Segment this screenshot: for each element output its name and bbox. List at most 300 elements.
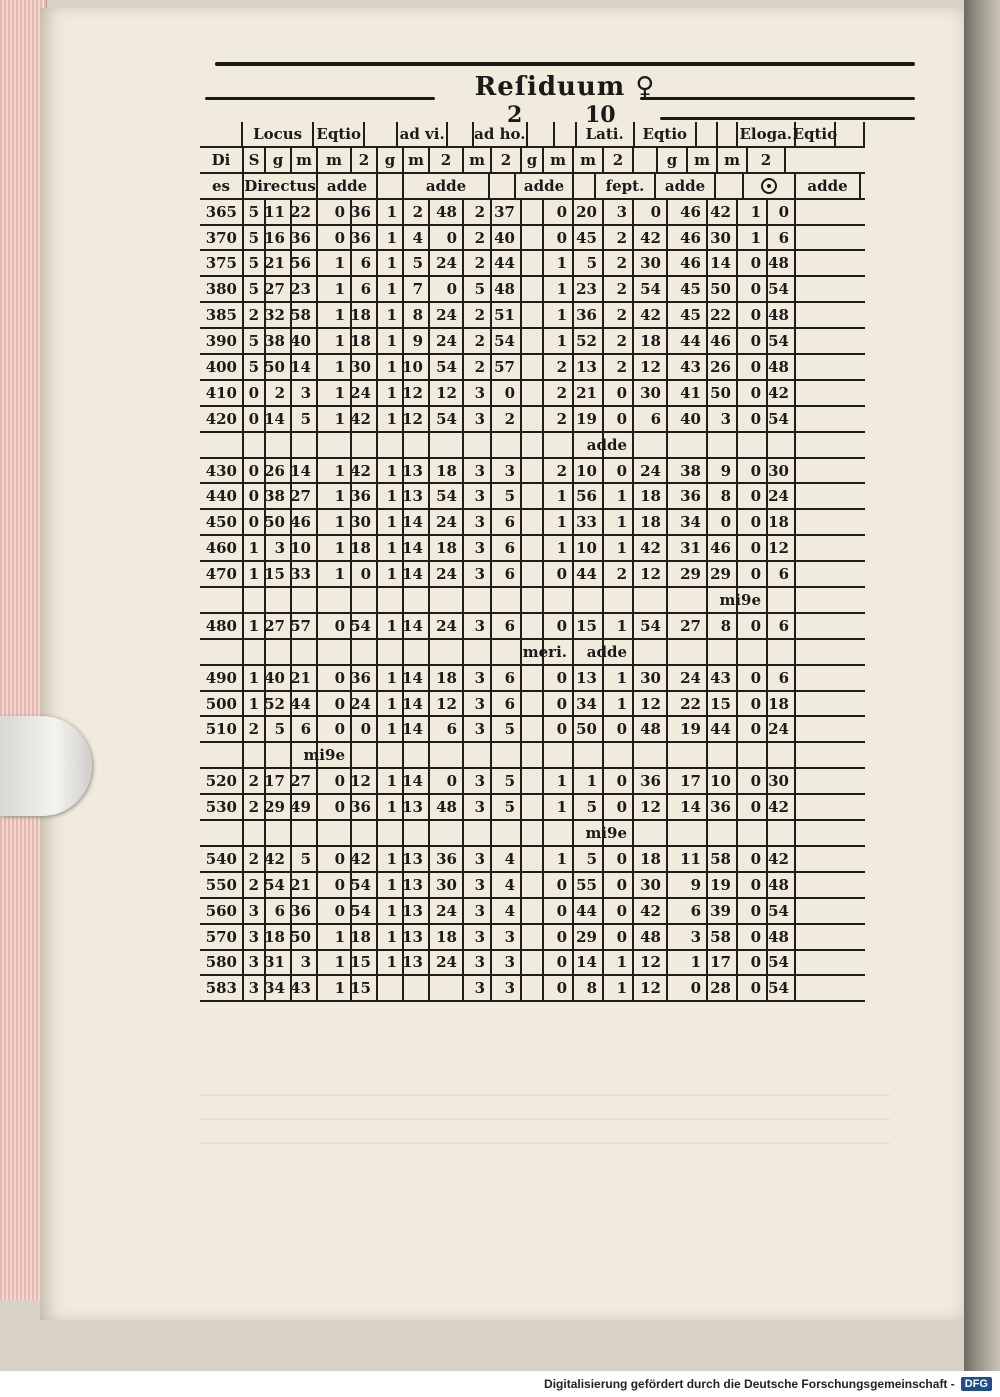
value-cell: 58 bbox=[708, 925, 738, 949]
value-cell: 5 bbox=[574, 251, 604, 275]
value-cell: 29 bbox=[668, 562, 708, 586]
value-cell: 18 bbox=[768, 692, 796, 716]
value-cell bbox=[492, 640, 522, 664]
value-cell: 14 bbox=[404, 769, 430, 793]
value-cell: 36 bbox=[668, 484, 708, 508]
value-cell: 1 bbox=[378, 536, 404, 560]
value-cell: 9 bbox=[404, 329, 430, 353]
value-cell: 29 bbox=[574, 925, 604, 949]
value-cell: 40 bbox=[292, 329, 318, 353]
value-cell: 0 bbox=[738, 329, 768, 353]
value-cell: 18 bbox=[430, 459, 464, 483]
value-cell: 43 bbox=[668, 355, 708, 379]
value-cell: 0 bbox=[318, 226, 352, 250]
value-cell bbox=[544, 433, 574, 457]
header-cell: m bbox=[688, 148, 718, 172]
table-row bbox=[200, 562, 865, 588]
day-cell: 550 bbox=[200, 873, 244, 897]
digitization-footer bbox=[0, 1371, 1000, 1397]
value-cell: 1 bbox=[574, 769, 604, 793]
value-cell: mi9e bbox=[604, 821, 634, 845]
day-cell: 560 bbox=[200, 899, 244, 923]
value-cell: 0 bbox=[738, 769, 768, 793]
value-cell: 0 bbox=[544, 717, 574, 741]
value-cell bbox=[430, 588, 464, 612]
value-cell: 1 bbox=[604, 484, 634, 508]
value-cell: 1 bbox=[378, 459, 404, 483]
header-cell: fept. bbox=[596, 174, 656, 198]
value-cell: 50 bbox=[574, 717, 604, 741]
value-cell: 2 bbox=[464, 251, 492, 275]
value-cell: 9 bbox=[668, 873, 708, 897]
value-cell: 1 bbox=[544, 795, 574, 819]
value-cell: 1 bbox=[378, 510, 404, 534]
value-cell bbox=[352, 743, 378, 767]
value-cell: 13 bbox=[404, 459, 430, 483]
value-cell: 48 bbox=[768, 873, 796, 897]
value-cell bbox=[266, 640, 292, 664]
value-cell bbox=[378, 743, 404, 767]
value-cell bbox=[464, 743, 492, 767]
value-cell: 2 bbox=[464, 329, 492, 353]
value-cell bbox=[634, 821, 668, 845]
value-cell: 0 bbox=[604, 717, 634, 741]
value-cell: 14 bbox=[574, 951, 604, 975]
header-cell: adde bbox=[404, 174, 490, 198]
value-cell: 1 bbox=[318, 536, 352, 560]
value-cell: 0 bbox=[244, 407, 266, 431]
value-cell bbox=[292, 640, 318, 664]
value-cell: 10 bbox=[574, 536, 604, 560]
value-cell: 3 bbox=[464, 407, 492, 431]
header-cell: m bbox=[318, 148, 352, 172]
value-cell: 0 bbox=[318, 666, 352, 690]
value-cell: 5 bbox=[244, 200, 266, 224]
value-cell: 18 bbox=[430, 666, 464, 690]
table-row bbox=[200, 692, 865, 718]
value-cell bbox=[668, 588, 708, 612]
value-cell: 14 bbox=[404, 692, 430, 716]
value-cell: 1 bbox=[378, 847, 404, 871]
value-cell: 1 bbox=[244, 692, 266, 716]
value-cell: 0 bbox=[544, 562, 574, 586]
value-cell: 32 bbox=[266, 303, 292, 327]
value-cell bbox=[522, 925, 544, 949]
value-cell: 30 bbox=[430, 873, 464, 897]
value-cell bbox=[404, 433, 430, 457]
header-cell: g bbox=[658, 148, 688, 172]
value-cell: 52 bbox=[266, 692, 292, 716]
value-cell: 1 bbox=[318, 381, 352, 405]
value-cell bbox=[522, 484, 544, 508]
value-cell: 27 bbox=[266, 277, 292, 301]
value-cell: 0 bbox=[544, 925, 574, 949]
value-cell: 2 bbox=[464, 303, 492, 327]
value-cell: 1 bbox=[378, 925, 404, 949]
value-cell bbox=[404, 640, 430, 664]
value-cell: 21 bbox=[292, 873, 318, 897]
value-cell: 1 bbox=[318, 459, 352, 483]
value-cell: 46 bbox=[668, 200, 708, 224]
value-cell: 3 bbox=[244, 925, 266, 949]
value-cell bbox=[708, 743, 738, 767]
value-cell: 24 bbox=[352, 692, 378, 716]
value-cell: 50 bbox=[292, 925, 318, 949]
value-cell: 13 bbox=[574, 355, 604, 379]
value-cell bbox=[522, 303, 544, 327]
value-cell bbox=[522, 355, 544, 379]
value-cell: 19 bbox=[668, 717, 708, 741]
value-cell: 15 bbox=[352, 976, 378, 1000]
header-cell: m bbox=[464, 148, 492, 172]
value-cell: 1 bbox=[604, 614, 634, 638]
value-cell bbox=[404, 821, 430, 845]
value-cell: 0 bbox=[318, 769, 352, 793]
table-row bbox=[200, 407, 865, 433]
header-cell: adde bbox=[516, 174, 574, 198]
value-cell: 17 bbox=[668, 769, 708, 793]
value-cell: 8 bbox=[404, 303, 430, 327]
value-cell: 19 bbox=[574, 407, 604, 431]
header-cell: adde bbox=[796, 174, 861, 198]
value-cell: 0 bbox=[544, 200, 574, 224]
value-cell: 5 bbox=[492, 769, 522, 793]
value-cell: 1 bbox=[604, 692, 634, 716]
book-page-edge-right bbox=[964, 0, 1000, 1397]
value-cell: 0 bbox=[604, 873, 634, 897]
value-cell: 2 bbox=[266, 381, 292, 405]
page-title: Reſiduum ♀ bbox=[474, 72, 656, 102]
value-cell: 2 bbox=[604, 251, 634, 275]
value-cell: 3 bbox=[464, 381, 492, 405]
value-cell bbox=[522, 251, 544, 275]
value-cell: 23 bbox=[574, 277, 604, 301]
day-cell: 583 bbox=[200, 976, 244, 1000]
value-cell: 55 bbox=[574, 873, 604, 897]
value-cell: 15 bbox=[708, 692, 738, 716]
value-cell: 1 bbox=[378, 692, 404, 716]
value-cell: 14 bbox=[292, 459, 318, 483]
value-cell: 1 bbox=[378, 200, 404, 224]
day-cell: 490 bbox=[200, 666, 244, 690]
value-cell bbox=[292, 821, 318, 845]
value-cell: 1 bbox=[544, 329, 574, 353]
day-cell: 380 bbox=[200, 277, 244, 301]
header-cell: Di bbox=[200, 148, 244, 172]
value-cell: 51 bbox=[492, 303, 522, 327]
value-cell bbox=[464, 433, 492, 457]
value-cell: 8 bbox=[708, 484, 738, 508]
value-cell bbox=[668, 433, 708, 457]
value-cell: 42 bbox=[634, 226, 668, 250]
value-cell: 0 bbox=[492, 381, 522, 405]
value-cell: 20 bbox=[574, 200, 604, 224]
value-cell bbox=[404, 588, 430, 612]
value-cell: 13 bbox=[404, 873, 430, 897]
value-cell bbox=[266, 433, 292, 457]
value-cell bbox=[522, 873, 544, 897]
header-cell: 2 bbox=[492, 148, 522, 172]
day-cell: 440 bbox=[200, 484, 244, 508]
value-cell: 1 bbox=[318, 277, 352, 301]
value-cell: 0 bbox=[708, 510, 738, 534]
value-cell: 1 bbox=[544, 251, 574, 275]
value-cell: 52 bbox=[574, 329, 604, 353]
value-cell: 6 bbox=[492, 536, 522, 560]
value-cell: 54 bbox=[634, 614, 668, 638]
value-cell: 12 bbox=[430, 381, 464, 405]
table-row bbox=[200, 899, 865, 925]
value-cell bbox=[522, 329, 544, 353]
table-row bbox=[200, 873, 865, 899]
value-cell: 6 bbox=[768, 562, 796, 586]
value-cell: 5 bbox=[266, 717, 292, 741]
value-cell: 58 bbox=[708, 847, 738, 871]
value-cell: 27 bbox=[266, 614, 292, 638]
value-cell: 45 bbox=[574, 226, 604, 250]
day-cell bbox=[200, 433, 244, 457]
day-cell: 530 bbox=[200, 795, 244, 819]
value-cell bbox=[634, 743, 668, 767]
value-cell bbox=[768, 640, 796, 664]
table-row bbox=[200, 355, 865, 381]
value-cell: 30 bbox=[352, 355, 378, 379]
value-cell: 5 bbox=[244, 226, 266, 250]
value-cell: 1 bbox=[244, 536, 266, 560]
header-cell bbox=[574, 174, 596, 198]
value-cell: 13 bbox=[404, 925, 430, 949]
value-cell: 50 bbox=[266, 510, 292, 534]
bleed-line bbox=[200, 1072, 890, 1096]
value-cell: 10 bbox=[708, 769, 738, 793]
value-cell: 0 bbox=[738, 795, 768, 819]
value-cell bbox=[522, 743, 544, 767]
value-cell: 42 bbox=[768, 381, 796, 405]
value-cell: 0 bbox=[738, 899, 768, 923]
value-cell: 0 bbox=[430, 769, 464, 793]
value-cell: 0 bbox=[604, 459, 634, 483]
value-cell: 3 bbox=[292, 381, 318, 405]
value-cell: mi9e bbox=[318, 743, 352, 767]
value-cell bbox=[464, 640, 492, 664]
value-cell: 22 bbox=[668, 692, 708, 716]
value-cell bbox=[430, 743, 464, 767]
value-cell: 0 bbox=[604, 795, 634, 819]
value-cell: 6 bbox=[492, 510, 522, 534]
value-cell bbox=[522, 226, 544, 250]
value-cell: 44 bbox=[492, 251, 522, 275]
value-cell: 14 bbox=[292, 355, 318, 379]
value-cell: 42 bbox=[768, 847, 796, 871]
value-cell: 0 bbox=[244, 484, 266, 508]
value-cell bbox=[244, 433, 266, 457]
value-cell: 24 bbox=[430, 951, 464, 975]
value-cell: 0 bbox=[318, 873, 352, 897]
value-cell bbox=[492, 588, 522, 612]
value-cell: 3 bbox=[492, 951, 522, 975]
header-cell: Eqtio bbox=[796, 122, 836, 146]
value-cell: 0 bbox=[738, 847, 768, 871]
value-cell bbox=[522, 847, 544, 871]
value-cell: 1 bbox=[378, 303, 404, 327]
value-cell: 4 bbox=[492, 899, 522, 923]
header-cell bbox=[378, 174, 404, 198]
value-cell: 45 bbox=[668, 277, 708, 301]
value-cell: 1 bbox=[378, 873, 404, 897]
value-cell: 15 bbox=[574, 614, 604, 638]
value-cell: 28 bbox=[708, 976, 738, 1000]
value-cell: 1 bbox=[318, 484, 352, 508]
value-cell: 12 bbox=[352, 769, 378, 793]
value-cell: 0 bbox=[544, 692, 574, 716]
value-cell: 22 bbox=[708, 303, 738, 327]
day-cell: 370 bbox=[200, 226, 244, 250]
value-cell: 42 bbox=[352, 847, 378, 871]
value-cell bbox=[318, 433, 352, 457]
value-cell: 46 bbox=[708, 536, 738, 560]
value-cell: 36 bbox=[634, 769, 668, 793]
value-cell bbox=[768, 433, 796, 457]
value-cell bbox=[522, 459, 544, 483]
header-cell: Locus bbox=[243, 122, 315, 146]
value-cell bbox=[522, 692, 544, 716]
value-cell: 34 bbox=[668, 510, 708, 534]
value-cell: 30 bbox=[634, 666, 668, 690]
value-cell: 0 bbox=[738, 484, 768, 508]
value-cell: 3 bbox=[464, 795, 492, 819]
value-cell: 2 bbox=[464, 226, 492, 250]
value-cell: 57 bbox=[492, 355, 522, 379]
value-cell bbox=[378, 821, 404, 845]
value-cell bbox=[522, 277, 544, 301]
value-cell: 1 bbox=[544, 536, 574, 560]
value-cell: 1 bbox=[318, 329, 352, 353]
value-cell: 0 bbox=[668, 976, 708, 1000]
value-cell: 1 bbox=[378, 614, 404, 638]
value-cell: 3 bbox=[708, 407, 738, 431]
value-cell bbox=[404, 743, 430, 767]
value-cell: 18 bbox=[634, 329, 668, 353]
table-header-row bbox=[200, 122, 865, 148]
value-cell: 21 bbox=[292, 666, 318, 690]
header-cell: g bbox=[266, 148, 292, 172]
header-cell: m bbox=[574, 148, 604, 172]
value-cell: 12 bbox=[634, 976, 668, 1000]
value-cell: 54 bbox=[768, 899, 796, 923]
table-row bbox=[200, 251, 865, 277]
value-cell: 0 bbox=[738, 951, 768, 975]
value-cell: 43 bbox=[292, 976, 318, 1000]
value-cell: 0 bbox=[318, 717, 352, 741]
value-cell: 14 bbox=[404, 717, 430, 741]
value-cell: 4 bbox=[492, 873, 522, 897]
table-row bbox=[200, 536, 865, 562]
value-cell bbox=[464, 821, 492, 845]
value-cell: 2 bbox=[404, 200, 430, 224]
value-cell: 3 bbox=[464, 951, 492, 975]
value-cell: 48 bbox=[492, 277, 522, 301]
value-cell: 1 bbox=[244, 562, 266, 586]
value-cell bbox=[266, 743, 292, 767]
value-cell: 31 bbox=[266, 951, 292, 975]
table-row bbox=[200, 433, 865, 459]
value-cell: 0 bbox=[244, 459, 266, 483]
header-cell bbox=[365, 122, 398, 146]
value-cell: 1 bbox=[378, 769, 404, 793]
value-cell bbox=[378, 976, 404, 1000]
value-cell: 39 bbox=[708, 899, 738, 923]
value-cell: 1 bbox=[604, 976, 634, 1000]
value-cell: 46 bbox=[668, 251, 708, 275]
value-cell: 58 bbox=[292, 303, 318, 327]
value-cell: 0 bbox=[604, 381, 634, 405]
value-cell: 15 bbox=[352, 951, 378, 975]
value-cell: 42 bbox=[634, 536, 668, 560]
value-cell: 57 bbox=[292, 614, 318, 638]
value-cell: 44 bbox=[574, 562, 604, 586]
value-cell bbox=[522, 562, 544, 586]
subheading-rule bbox=[660, 117, 915, 120]
value-cell bbox=[522, 588, 544, 612]
value-cell: 48 bbox=[768, 925, 796, 949]
value-cell bbox=[768, 588, 796, 612]
value-cell: 0 bbox=[738, 925, 768, 949]
bleed-line bbox=[200, 1096, 890, 1120]
value-cell: 0 bbox=[738, 459, 768, 483]
value-cell: 1 bbox=[318, 355, 352, 379]
value-cell: 6 bbox=[492, 666, 522, 690]
value-cell bbox=[430, 976, 464, 1000]
value-cell: 0 bbox=[738, 976, 768, 1000]
value-cell: 1 bbox=[544, 484, 574, 508]
value-cell: 24 bbox=[430, 251, 464, 275]
value-cell: 6 bbox=[768, 666, 796, 690]
value-cell: 0 bbox=[352, 562, 378, 586]
value-cell: 0 bbox=[634, 200, 668, 224]
value-cell: mi9e bbox=[738, 588, 768, 612]
value-cell: adde bbox=[604, 433, 634, 457]
value-cell: 0 bbox=[244, 510, 266, 534]
day-cell: 460 bbox=[200, 536, 244, 560]
value-cell bbox=[430, 433, 464, 457]
day-cell: 400 bbox=[200, 355, 244, 379]
value-cell: 56 bbox=[292, 251, 318, 275]
table-header-row bbox=[200, 148, 865, 174]
value-cell: 5 bbox=[574, 795, 604, 819]
value-cell: 54 bbox=[266, 873, 292, 897]
value-cell: 24 bbox=[430, 303, 464, 327]
value-cell: 12 bbox=[404, 381, 430, 405]
value-cell: 0 bbox=[738, 381, 768, 405]
value-cell: 1 bbox=[244, 614, 266, 638]
value-cell: 36 bbox=[574, 303, 604, 327]
value-cell: 14 bbox=[404, 562, 430, 586]
value-cell bbox=[768, 743, 796, 767]
value-cell: 0 bbox=[544, 666, 574, 690]
value-cell: 30 bbox=[708, 226, 738, 250]
value-cell bbox=[522, 433, 544, 457]
value-cell: 44 bbox=[668, 329, 708, 353]
header-cell: g bbox=[522, 148, 544, 172]
value-cell: 48 bbox=[768, 355, 796, 379]
value-cell bbox=[604, 743, 634, 767]
value-cell: 44 bbox=[708, 717, 738, 741]
value-cell: 1 bbox=[378, 355, 404, 379]
header-cell: Eloga. bbox=[738, 122, 796, 146]
value-cell: 2 bbox=[604, 562, 634, 586]
value-cell: 0 bbox=[738, 251, 768, 275]
value-cell: 1 bbox=[544, 510, 574, 534]
